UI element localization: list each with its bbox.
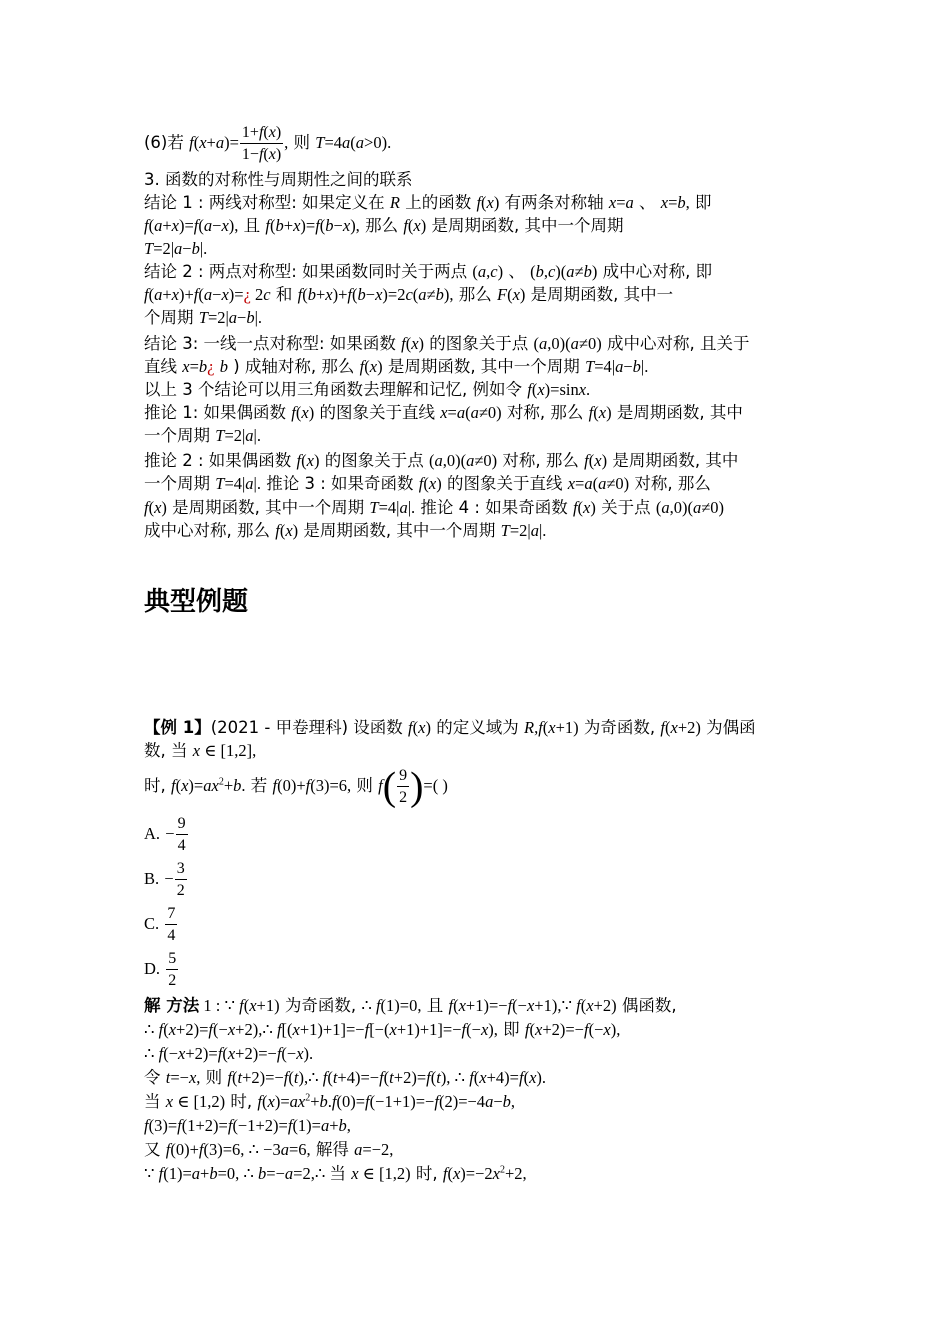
text: 、 [508, 262, 525, 281]
conclusion-1-line-3: T=2|a−b|. [144, 239, 208, 258]
example-1-line-1: 【例 1】(2021 - 甲卷理科) 设函数 f(x) 的定义域为 R,f(x+1) 为奇函数, f(x+2) 为偶函 [144, 718, 756, 737]
text: 即 [695, 193, 712, 212]
text: 偶函数, [621, 996, 677, 1015]
conclusion-2-line-3: 个周期 T=2|a−b|. [144, 308, 263, 327]
conclusion-1-line-2: f(a+x)=f(a−x), 且 f(b+x)=f(b−x), 那么 f(x) 是周期函数, 其中一个周期 [144, 216, 624, 235]
text: 推论 3 : 如果奇函数 [266, 474, 414, 493]
text: 是周期函数, 其中一个周期 [387, 357, 580, 376]
option-denominator: 2 [168, 972, 177, 989]
conclusion-1-line-1: 结论 1 : 两线对称型: 如果定义在 R 上的函数 f(x) 有两条对称轴 x=a 、 x=b, 即 [144, 193, 712, 212]
option-letter: D. [144, 959, 161, 978]
text: 是周期函数, 其中一个周期 [431, 216, 624, 235]
solution-line-5: 当 x ∈ [1,2) 时, $f(x)=ax^2+b.f(0)=f(-1+1)=-f(2)=-4a-b$, [144, 1092, 515, 1111]
text: 推论 2 : 如果偶函数 [144, 451, 292, 470]
text: 结论 2 : 两点对称型: 如果函数同时关于两点 [144, 262, 468, 281]
text: 当 [144, 1092, 161, 1111]
text: 推论 1: 如果偶函数 [144, 403, 287, 422]
option-letter: C. [144, 914, 160, 933]
text: 为奇函数, [284, 996, 357, 1015]
text: 成中心对称, 即 [602, 262, 713, 281]
text: 则 [205, 1068, 223, 1087]
text: 结论 3: 一线一点对称型: 如果函数 [144, 334, 396, 353]
text: 关于点 [601, 498, 651, 517]
option-letter: B. [144, 869, 160, 888]
answer-option [144, 947, 810, 991]
text: 那么 [365, 216, 399, 235]
rule-6-line: (6)若 f(x+a)= $\frac{1+f(x)}{1-f(x)}$ , 则 T=4a(a>0). [144, 124, 392, 163]
solution-line-1: 解 方法 1 : ∵ f(x+1) 为奇函数, ∴ f(1)=0, 且 f(x+1)=−f(−x+1),∵ f(x+2) 偶函数, [144, 996, 677, 1015]
text: 是周期函数, 其中一个周期 [303, 521, 496, 540]
option-denominator: 4 [177, 837, 186, 854]
text: (2021 - 甲卷理科) 设函数 [210, 718, 403, 737]
solution-label: 解 方法 [144, 996, 200, 1015]
trig-hint-line: 以上 3 个结论可以用三角函数去理解和记忆, 例如令 f(x)=sinx. [144, 380, 591, 399]
text: 对称, 那么 [502, 451, 579, 470]
text: 的图象关于直线 [446, 474, 563, 493]
fraction [175, 858, 187, 901]
text: 解得 [315, 1140, 349, 1159]
text: 、 [639, 193, 656, 212]
section-title: 典型例题 [144, 587, 249, 617]
corollary-2-line-2: 一个周期 T=4|a|. 推论 3 : 如果奇函数 f(x) 的图象关于直线 x=a(a≠0) 对称, 那么 [144, 474, 711, 493]
text: 的图象关于点 [429, 334, 529, 353]
text: 当 [329, 1164, 346, 1183]
answer-option [144, 812, 810, 856]
text: 则 [356, 776, 373, 795]
text: 成中心对称, 那么 [144, 521, 270, 540]
text: 是周期函数, 其中 [616, 403, 743, 422]
solution-line-6: f(3)=f(1+2)=f(−1+2)=f(1)=a+b, [144, 1116, 351, 1135]
text: 对称, 那么 [634, 474, 711, 493]
text: 上的函数 [405, 193, 472, 212]
corollary-2-line-1: 推论 2 : 如果偶函数 f(x) 的图象关于点 (a,0)(a≠0) 对称, 那么 f(x) 是周期函数, 其中 [144, 451, 739, 470]
text: 是周期函数, 其中一 [530, 285, 674, 304]
option-numerator: 9 [176, 813, 188, 835]
conclusion-3-line-2: 直线 x=b¿ b ) 成轴对称, 那么 f(x) 是周期函数, 其中一个周期 T=4|a−b|. [144, 357, 649, 376]
text: 令 [144, 1068, 161, 1087]
conclusion-3-line-1: 结论 3: 一线一点对称型: 如果函数 f(x) 的图象关于点 (a,0)(a≠0) 成中心对称, 且关于 [144, 334, 750, 353]
text: 则 [293, 133, 311, 152]
text: 和 [275, 285, 293, 304]
text: 时, [230, 1092, 253, 1111]
subsection-3-title [144, 168, 810, 191]
text: 为奇函数, [583, 718, 656, 737]
fraction: $\frac{1+f(x)}{1-f(x)}$ [241, 124, 282, 163]
option-sign: − [164, 869, 174, 888]
answer-option [144, 902, 810, 946]
fraction [165, 903, 177, 946]
text: 又 [144, 1140, 161, 1159]
solution-line-3: ∴ f(−x+2)=f(x+2)=−f(−x). [144, 1044, 314, 1063]
text: 且 [243, 216, 261, 235]
text: 的图象关于直线 [319, 403, 435, 422]
option-denominator: 4 [167, 927, 176, 944]
text: 一个周期 [144, 426, 210, 445]
text: 的图象关于点 [324, 451, 424, 470]
corollary-4-line-2: 成中心对称, 那么 f(x) 是周期函数, 其中一个周期 T=2|a|. [144, 521, 547, 540]
option-numerator: 7 [165, 903, 177, 925]
text: (6)若 [144, 133, 184, 152]
text: 且 [426, 996, 444, 1015]
fraction [176, 813, 188, 856]
text: 以上 3 个结论可以用三角函数去理解和记忆, 例如令 [144, 380, 522, 399]
option-numerator: 3 [175, 858, 187, 880]
example-1-line-3: 时, $f(x)=ax^2+b$. 若 f(0)+f(3)=6, 则 f( $\frac{9}{2}$ )=( ) [144, 763, 448, 809]
fraction [166, 948, 178, 991]
solution-line-7: 又 f(0)+f(3)=6, ∴ −3a=6, 解得 a=−2, [144, 1140, 394, 1159]
fraction: $\frac{9}{2}$ [399, 767, 408, 806]
option-sign: − [165, 824, 175, 843]
example-label: 【例 1】 [144, 718, 211, 737]
text: 3. 函数的对称性与周期性之间的联系 [144, 170, 413, 189]
corollary-1-line-2: 一个周期 T=2|a|. [144, 426, 261, 445]
solution-line-8: ∵ f(1)=a+b=0, ∴ b=−a=2,∴ 当 x ∈ [1,2) 时, $f(x)=-2x^2+2$, [144, 1164, 527, 1183]
text: 有两条对称轴 [504, 193, 604, 212]
text: 个周期 [144, 308, 194, 327]
text: 若 [250, 776, 268, 795]
text: 对称, 那么 [506, 403, 584, 422]
text: 是周期函数, 其中 [612, 451, 739, 470]
text: 推论 4 : 如果奇函数 [420, 498, 568, 517]
text: 那么 [458, 285, 492, 304]
corollary-1-line-1: 推论 1: 如果偶函数 f(x) 的图象关于直线 x=a(a≠0) 对称, 那么 f(x) 是周期函数, 其中 [144, 403, 743, 422]
text: 即 [503, 1020, 520, 1039]
text: 直线 [144, 357, 177, 376]
text: 成中心对称, 且关于 [606, 334, 750, 353]
text: 为偶函 [706, 718, 756, 737]
conclusion-2-line-1: 结论 2 : 两点对称型: 如果函数同时关于两点 (a,c) 、 (b,c)(a≠b) 成中心对称, 即 [144, 262, 713, 281]
text: 结论 1 : 两线对称型: 如果定义在 [144, 193, 385, 212]
option-letter: A. [144, 824, 161, 843]
corollary-3-4-line: f(x) 是周期函数, 其中一个周期 T=4|a|. 推论 4 : 如果奇函数 f(x) 关于点 (a,0)(a≠0) [144, 498, 725, 517]
text: 数, 当 [144, 741, 188, 760]
text: 的定义域为 [436, 718, 519, 737]
conclusion-2-line-2: f(a+x)+f(a−x)=¿ 2c 和 f(b+x)+f(b−x)=2c(a≠b), 那么 F(x) 是周期函数, 其中一 [144, 285, 674, 304]
option-denominator: 2 [176, 882, 185, 899]
example-1-line-2: 数, 当 x ∈ [1,2], [144, 741, 257, 760]
solution-line-2: ∴ f(x+2)=f(−x+2),∴ f[(x+1)+1]=−f[−(x+1)+1]=−f(−x), 即 f(x+2)=−f(−x), [144, 1020, 621, 1039]
text: 是周期函数, 其中一个周期 [172, 498, 365, 517]
text: 时, [415, 1164, 438, 1183]
answer-option [144, 857, 810, 901]
text: ) 成轴对称, 那么 [233, 357, 355, 376]
text: 时, [144, 776, 166, 795]
text: 一个周期 [144, 474, 210, 493]
option-numerator: 5 [166, 948, 178, 970]
solution-line-4: 令 t=−x, 则 f(t+2)=−f(t),∴ f(t+4)=−f(t+2)=f(t), ∴ f(x+4)=f(x). [144, 1068, 547, 1087]
